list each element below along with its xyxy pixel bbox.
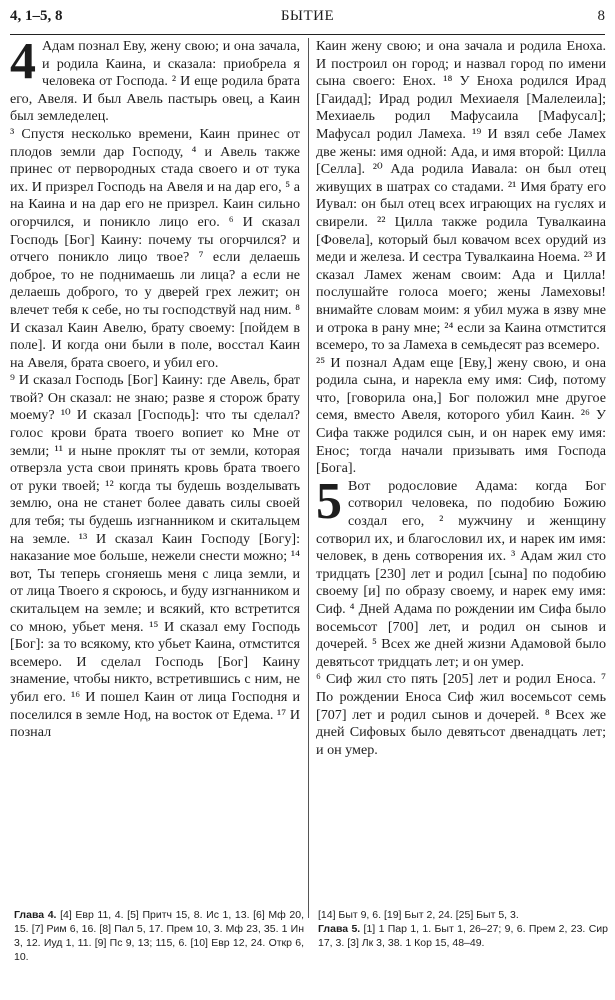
book-title: БЫТИЕ xyxy=(280,8,335,24)
paragraph: Каин жену свою; и она зачала и родила Еноха. И построил он город; и назвал город по имени сына своего: Енох. ¹⁸ У Еноха родился Ирад [Гаидад]; Ирад родил Мехиаеля [Малелеила]; Мехиаель родил Мафусаила [Мафусал]; Мафусал родил Ламеха. ¹⁹ И взял себе Ламех две жены: имя одной: Ада, и имя второй: Цилла [Селла]. ²⁰ Ада родила Иавала: он был отец живущих в шатрах со стадами. ²¹ Имя брату его Иувал: он был отец всех играющих на гуслях и свирели. ²² Цилла также родила Тувалкаина [Фовела], который был ковачом всех орудий из меди и железа. И сестра Тувалкаина Ноема. ²³ И сказал Ламех женам своим: Ада и Цилла! послушайте голоса моего; жены Ламеховы! внимайте словам моим: я убил мужа в язву мне и отрока в рану мне; ²⁴ если за Каина отмстится всемеро, то за Ламеха в семьдесят раз всемеро. xyxy=(316,38,606,354)
footnote-label: Глава 5. xyxy=(318,923,361,935)
paragraph: Адам познал Еву, жену свою; и она зачала, и родила Каина, и сказала: приобрела я человека от Господа. ² И еще родила брата его, Авеля. И был Авель пастырь овец, а Каин был земледелец. xyxy=(10,38,300,125)
running-header xyxy=(10,8,605,30)
chapter-verse-range: 4, 1–5, 8 xyxy=(10,8,63,24)
chapter-number-5: 5 xyxy=(316,472,342,530)
paragraph: ⁶ Сиф жил сто пять [205] лет и родил Еноса. ⁷ По рождении Еноса Сиф жил восемьсот семь [707] лет и родил сынов и дочерей. ⁸ Всех же дней Сифовых было девятьсот двенадцать лет; и он умер. xyxy=(316,671,606,758)
footnote-text: [4] Евр 11, 4. [5] Притч 15, 8. Ис 1, 13. [6] Мф 20, 15. [7] Рим 6, 16. [8] Пал 5, 17. Прем 10, 3. Мф 23, 35. 1 Ин 3, 12. Иуд 1, 11. [9] Пс 9, 13; 115, 6. [10] Евр 12, 24. Откр 6, 10. xyxy=(14,909,304,963)
paragraph: Вот родословие Адама: когда Бог сотворил человека, по подобию Божию создал его, ² мужчину и женщину сотворил их, и благословил их, и нарек им имя: человек, в день сотворения их. ³ Адам жил сто тридцать [230] лет и родил [сына] по подобию своему [и] по образу своему, и нарек ему имя: Сиф. ⁴ Дней Адама по рождении им Сифа было восемьсот [700] лет, и родил он сынов и дочерей. ⁵ Всех же дней жизни Адамовой было девятьсот тридцать лет; и он умер. xyxy=(316,477,606,670)
footnote-text: [14] Быт 9, 6. [19] Быт 2, 24. [25] Быт 5, 3. xyxy=(318,909,519,921)
paragraph: ³ Спустя несколько времени, Каин принес от плодов земли дар Господу, ⁴ и Авель также принес от первородных стада своего и от тука их. И призрел Господь на Авеля и на дар его, ⁵ а на Каина и на дар его не призрел. Каин сильно огорчился, и поникло лицо его. ⁶ И сказал Господь [Бог] Каину: почему ты огорчился? и отчего поникло лицо твое? ⁷ если делаешь доброе, то не поднимаешь ли лица? а если не делаешь доброго, то у дверей грех лежит; он влечет тебя к себе, но ты господствуй над ним. ⁸ И сказал Каин Авелю, брату своему: [пойдем в поле]. И когда они были в поле, восстал Каин на Авеля, брата своего, и убил его. xyxy=(10,125,300,371)
chapter-number-4: 4 xyxy=(10,33,36,90)
page-number: 8 xyxy=(597,8,605,24)
paragraph: ⁹ И сказал Господь [Бог] Каину: где Авель, брат твой? Он сказал: не знаю; разве я сторож брату моему? ¹⁰ И сказал [Господь]: что ты сделал? голос крови брата твоего вопиет ко Мне от земли; ¹¹ и ныне проклят ты от земли, которая отверзла уста свои принять кровь брата твоего от руки твоей; ¹² когда ты будешь возделывать землю, она не станет более давать силы своей для тебя; ты будешь изгнанником и скитальцем на земле. ¹³ И сказал Каин Господу [Богу]: наказание мое больше, нежели снести можно; ¹⁴ вот, Ты теперь сгоняешь меня с лица земли, и от лица Твоего я скроюсь, и буду изгнанником и скитальцем на земле; и всякий, кто встретится со мною, убьет меня. ¹⁵ И сказал ему Господь [Бог]: за то всякому, кто убьет Каина, отмстится всемеро. И сделал Господь [Бог] Каину знамение, чтобы никто, встретившись с ним, не убил его. ¹⁶ И пошел Каин от лица Господня и поселился в земле Нод, на восток от Едема. ¹⁷ И познал xyxy=(10,372,300,741)
left-text-column xyxy=(10,33,300,742)
right-text-column xyxy=(316,38,606,759)
header-rule xyxy=(10,34,605,35)
footnote-label: Глава 4. xyxy=(14,909,57,921)
cross-references-right xyxy=(318,908,608,950)
cross-references-left xyxy=(14,908,304,964)
paragraph: ²⁵ И познал Адам еще [Еву,] жену свою, и она родила сына, и нарекла ему имя: Сиф, потому что, [говорила она,] Бог положил мне другое семя, вместо Авеля, которого убил Каин. ²⁶ У Сифа также родился сын, и он нарек ему имя: Енос; тогда начали призывать имя Господа [Бога]. xyxy=(316,354,606,477)
column-divider xyxy=(308,38,309,918)
footnote-text: [1] 1 Пар 1, 1. Быт 1, 26–27; 9, 6. Прем 2, 23. Сир 17, 3. [3] Лк 3, 38. 1 Кор 15, 48–49. xyxy=(318,923,608,949)
